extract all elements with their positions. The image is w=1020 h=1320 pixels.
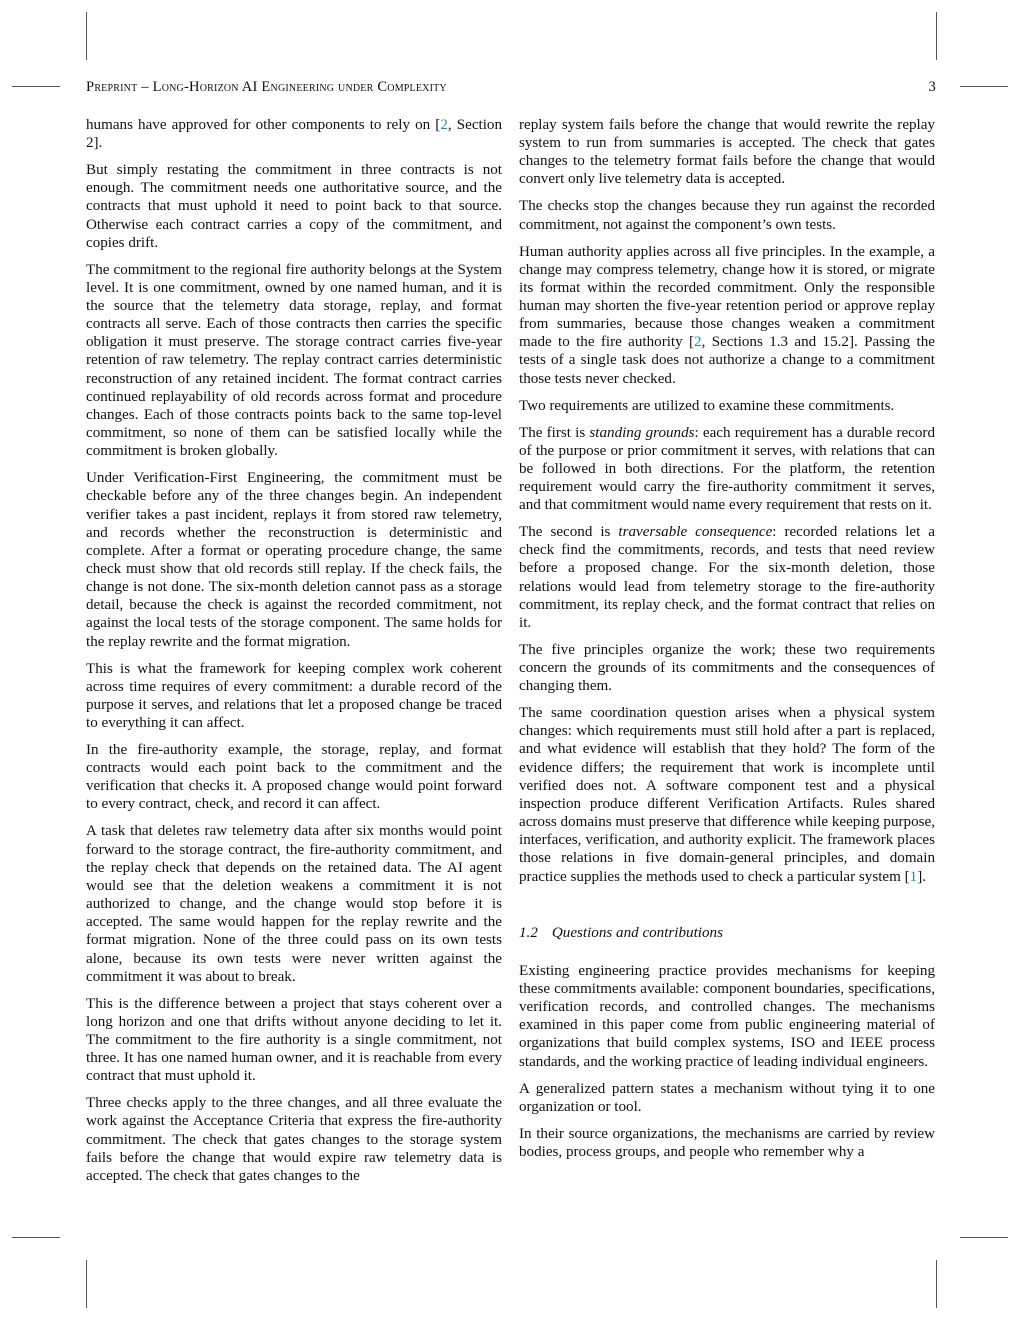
paragraph: Three checks apply to the three changes, and all three evaluate the work against the Acceptance Criteria that express the fire-authority commitment. The check that gates changes to the storage system fails before the change that would expire raw telemetry data is accepted. The check that gates changes to the (86, 1095, 502, 1184)
crop-mark (12, 1237, 60, 1238)
paragraph: The checks stop the changes because they run against the recorded commitment, not against the component’s own tests. (519, 198, 935, 233)
paragraph: The same coordination question arises when a physical system changes: which requirements must still hold after a part is replaced, and what evidence will establish that they hold? The form of the evidence differs; the requirement that work is incomplete until verified does not. A software component test and a physical inspection produce different Verification Artifacts. Rules shared across domains must preserve that difference while keeping purpose, interfaces, verification, and authority explicit. The framework places those relations in five domain-general principles, and domain practice supplies the methods used to check a particular system [1]. (519, 705, 935, 885)
citation-link[interactable]: 2 (694, 334, 702, 351)
right-column-paragraphs-after (519, 962, 935, 1161)
left-column-paragraphs (86, 116, 502, 1185)
crop-mark (960, 86, 1008, 87)
running-head (86, 79, 936, 96)
crop-mark (936, 1260, 937, 1308)
emphasized-term: standing grounds (589, 424, 695, 441)
running-head-title: Preprint – Long-Horizon AI Engineering under Complexity (86, 79, 447, 95)
paragraph: The first is standing grounds: each requirement has a durable record of the purpose or prior commitment it serves, with relations that can be followed in both directions. For the platform, the retention requirement would carry the fire-authority commitment it serves, and that commitment would name every requirement that rests on it. (519, 424, 935, 514)
crop-mark (86, 1260, 87, 1308)
paragraph: humans have approved for other components to rely on [2, Section 2]. (86, 117, 502, 152)
citation-link[interactable]: 1 (909, 868, 918, 885)
paragraph: A task that deletes raw telemetry data after six months would point forward to the storage contract, the fire-authority commitment, and the replay check that depends on the retained data. The AI agent would see that the deletion weakens a commitment it is not authorized to change, and the change would stop before it is accepted. The same would happen for the replay rewrite and the format migration. None of the three could pass on its own tests alone, because its own tests were never written against the commitment it was about to break. (86, 823, 502, 985)
crop-mark (936, 12, 937, 60)
paragraph: Existing engineering practice provides mechanisms for keeping these commitments available: component boundaries, specifications, verification records, and controlled changes. The mechanisms examined in this paper come from public engineering material of organizations that build complex systems, ISO and IEEE process standards, and the working practice of leading individual engineers. (519, 962, 935, 1070)
right-column (519, 116, 935, 1161)
paragraph: The second is traversable consequence: recorded relations let a check find the commitments, records, and tests that need review before a proposed change. For the six-month deletion, those relations would lead from telemetry storage to the fire-authority commitment, its replay check, and the format contract that relies on it. (519, 524, 935, 631)
right-column-paragraphs (519, 116, 935, 886)
crop-mark (86, 12, 87, 60)
paragraph: Two requirements are utilized to examine these commitments. (519, 397, 895, 414)
paragraph: This is the difference between a project that stays coherent over a long horizon and one that drifts without anyone deciding to let it. The commitment to the fire authority is a single commitment, not three. It has one named human owner, and it is reachable from every contract that must uphold it. (86, 995, 502, 1085)
page-number: 3 (928, 79, 936, 95)
emphasized-term: traversable consequence (618, 524, 773, 541)
paragraph: But simply restating the commitment in three contracts is not enough. The commitment needs one authoritative source, and the contracts that must uphold it need to point back to that source. Otherwise each contract carries a copy of the commitment, and copies drift. (86, 162, 502, 251)
section-heading (519, 924, 935, 942)
citation-link[interactable]: 2 (440, 117, 448, 133)
paragraph: The five principles organize the work; these two requirements concern the grounds of its commitments and the consequences of changing them. (519, 641, 935, 695)
paragraph: This is what the framework for keeping complex work coherent across time requires of every commitment: a durable record of the purpose it serves, and relations that let a proposed change be traced to everything it can affect. (86, 660, 502, 732)
crop-mark (960, 1237, 1008, 1238)
left-column (86, 116, 502, 1185)
paragraph: In the fire-authority example, the storage, replay, and format contracts would each point back to the commitment and the verification that checks it. A proposed change would point forward to every contract, check, and record it can affect. (86, 741, 502, 813)
section-title: Questions and contributions (551, 924, 723, 941)
paragraph: Human authority applies across all five principles. In the example, a change may compress telemetry, change how it is stored, or migrate its format within the recorded commitment. Only the responsible human may shorten the five-year retention period or approve replay from summaries, because those changes weaken a commitment made to the fire authority [2, Sections 1.3 and 15.2]. Passing the tests of a single task does not authorize a change to a commitment those tests never checked. (519, 243, 935, 387)
paragraph: replay system fails before the change that would rewrite the replay system to run from summaries is accepted. The check that gates changes to the telemetry format fails before the change that would convert only live telemetry data is accepted. (519, 117, 935, 188)
paragraph: Under Verification-First Engineering, the commitment must be checkable before any of the three changes begin. An independent verifier takes a past incident, replays it from stored raw telemetry, and records whether the reconstruction is deterministic and complete. After a format or operating procedure change, the same check must show that old records still replay. If the check fails, the change is not done. The six-month deletion cannot pass as a storage detail, because the check is against the recorded commitment, not against the local tests of the storage component. The same holds for the replay rewrite and the format migration. (86, 470, 502, 650)
section-number: 1.2 (519, 924, 538, 941)
paragraph: In their source organizations, the mechanisms are carried by review bodies, process groups, and people who remember why a (519, 1125, 935, 1160)
paragraph: The commitment to the regional fire authority belongs at the System level. It is one commitment, owned by one named human, and it is the source that the telemetry data storage, replay, and format contracts all serve. Each of those contracts then carries the specific obligation it must preserve. The storage contract carries five-year retention of raw telemetry. The replay contract carries deterministic reconstruction of any retained incident. The format contract carries continued replayability of old records across format and procedure changes. Each of those contracts points back to the same top-level commitment, so none of them can be satisfied locally while the commitment is broken globally. (86, 261, 502, 460)
crop-mark (12, 86, 60, 87)
paragraph: A generalized pattern states a mechanism without tying it to one organization or tool. (519, 1080, 935, 1115)
